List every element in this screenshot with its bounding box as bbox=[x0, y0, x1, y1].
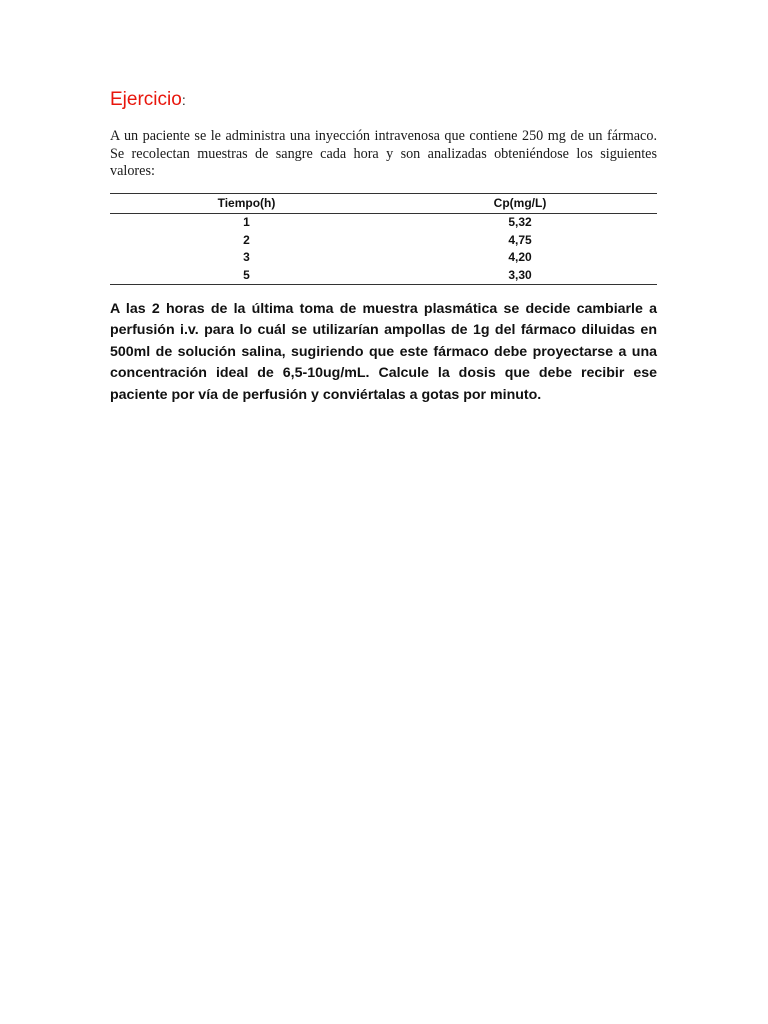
data-table bbox=[110, 193, 657, 285]
problem-paragraph: A las 2 horas de la última toma de muestra plasmática se decide cambiarle a perfusión i.v. para lo cuál se utilizarían ampollas de 1g del fármaco diluidas en 500ml de solución salina, sugiriendo que este fármaco debe proyectarse a una concentración ideal de 6,5-10ug/mL. Calcule la dosis que debe recibir ese paciente por vía de perfusión y conviértalas a gotas por minuto. bbox=[110, 300, 657, 403]
table-cell-concentration: 5,32 bbox=[508, 215, 532, 230]
table-row bbox=[110, 213, 657, 231]
table-cell-concentration: 3,30 bbox=[508, 267, 532, 282]
exercise-title-colon: : bbox=[181, 92, 186, 108]
exercise-title: Ejercicio bbox=[110, 89, 182, 110]
table-header-row bbox=[110, 193, 657, 213]
column-header-concentration: Cp(mg/L) bbox=[383, 193, 657, 213]
table-cell-time: 5 bbox=[243, 267, 250, 282]
table-cell-time: 3 bbox=[243, 250, 250, 265]
intro-paragraph: A un paciente se le administra una inyección intravenosa que contiene 250 mg de un fármaco. Se recolectan muestras de sangre cada hora y son analizadas obteniéndose los siguientes valores: bbox=[110, 128, 657, 179]
table-row bbox=[110, 249, 657, 267]
table-cell-concentration: 4,20 bbox=[508, 250, 532, 265]
table-row bbox=[110, 231, 657, 249]
exercise-heading bbox=[110, 86, 657, 114]
table-cell-time: 2 bbox=[243, 232, 250, 247]
table-cell-time: 1 bbox=[243, 215, 250, 230]
table-row bbox=[110, 266, 657, 284]
table-cell-concentration: 4,75 bbox=[508, 232, 532, 247]
column-header-time: Tiempo(h) bbox=[110, 193, 383, 213]
document-page bbox=[110, 86, 657, 406]
